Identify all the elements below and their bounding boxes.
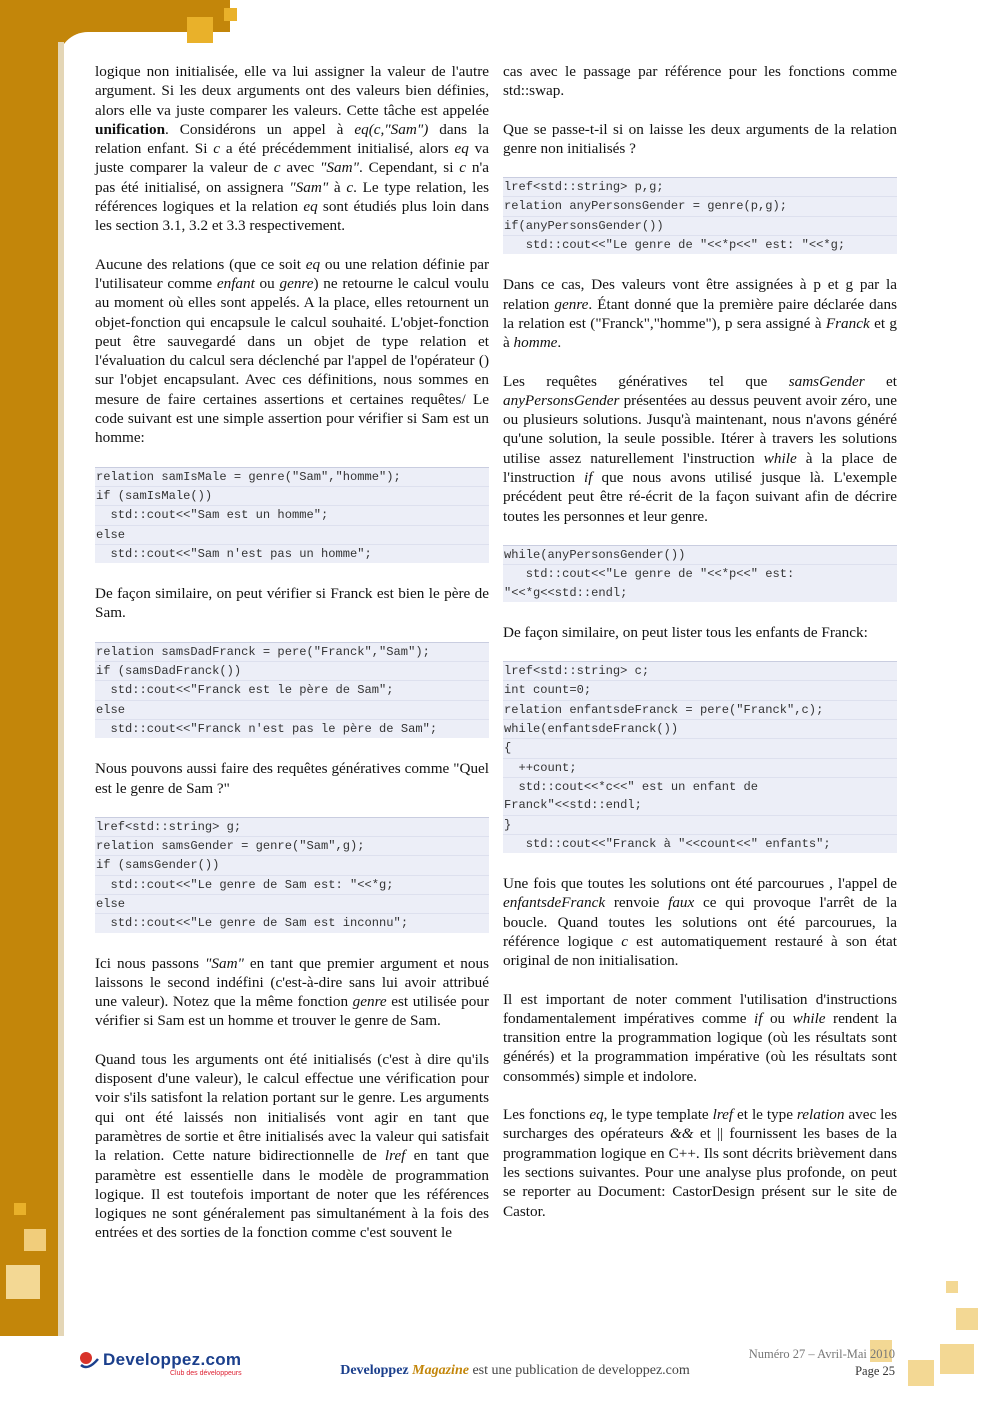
decor-square xyxy=(14,1203,26,1215)
code-line: relation samsDadFranck = pere("Franck","Sam"); xyxy=(95,643,489,662)
code-line: if (samsDadFranck()) xyxy=(95,662,489,681)
text-run: Nous pouvons aussi faire des requêtes génératives comme "Quel est le genre de Sam ?" xyxy=(95,760,489,797)
text-run: Il est important de noter comment l'utilisation d'instructions fondamentalement impératives comme xyxy=(503,990,897,1027)
text-run: rendent la transition entre la programmation logique (où les résultats sont générés) et la programmation impérative (où les résultats sont consommés) simple et indolore. xyxy=(503,1009,897,1085)
italic-text: while xyxy=(792,1009,826,1027)
italic-text: c xyxy=(213,140,221,158)
code-line: else xyxy=(95,701,489,720)
italic-text: homme xyxy=(513,334,558,352)
text-run: . Étant donné que la première paire déclarée dans la relation est ("Franck","homme"), p sera assigné à xyxy=(503,295,897,332)
text-run: va juste comparer la valeur de xyxy=(95,140,489,177)
text-run: . xyxy=(557,334,562,352)
paragraph xyxy=(503,990,897,1086)
text-run: , le type template xyxy=(603,1106,713,1124)
text-run: a été précédemment initialisé, alors xyxy=(220,140,455,158)
left-sidebar-band xyxy=(0,0,58,1336)
italic-text: eq(c,"Sam") xyxy=(354,120,429,138)
text-run: sont étudiés plus loin dans les section 3.1, 3.2 et 3.3 respectivement. xyxy=(95,198,489,235)
italic-text: && xyxy=(669,1125,694,1143)
developpez-logo-text[interactable]: Developpez.com xyxy=(103,1350,242,1369)
text-run: n'a pas été initialisé, on assignera xyxy=(95,159,490,196)
text-run: ou xyxy=(254,274,280,292)
code-line: std::cout<<"Le genre de "<<*p<<" est: "<<*g; xyxy=(504,238,846,253)
code-line: std::cout<<"Le genre de Sam est: "<<*g; xyxy=(95,876,489,895)
text-run: logique non initialisée, elle va lui assigner la valeur de l'autre argument. Si les deux arguments ont des valeurs bien définies, alors elle va juste comparer les valeurs. Cette tâche est appelée xyxy=(95,63,489,119)
code-line: relation samsGender = genre("Sam",g); xyxy=(95,837,489,856)
code-line: while(enfantsdeFranck()) xyxy=(503,720,897,739)
left-sidebar-shadow xyxy=(58,42,64,1336)
code-line: lref<std::string> c; xyxy=(503,662,897,681)
text-run: à la place de l'instruction xyxy=(503,449,897,487)
paragraph xyxy=(503,623,897,642)
magazine-name: Magazine xyxy=(412,1363,469,1378)
text-run: Dans ce cas, Des valeurs vont être assignées à p et g par la relation xyxy=(503,276,897,313)
text-run: présentées au dessus peuvent avoir zéro, une ou plusieurs solutions. Jusqu'à maintenant, nous n'avons généré qu'une solution, la seule possible. Itérer à travers les solutions utilise assez naturellement l'instruction xyxy=(503,391,897,467)
right-column xyxy=(503,62,897,1240)
text-run: Les fonctions xyxy=(503,1106,590,1124)
code-block xyxy=(503,661,897,853)
code-line: relation anyPersonsGender = genre(p,g); xyxy=(503,197,897,216)
paragraph xyxy=(95,584,489,623)
code-line: if(anyPersonsGender()) xyxy=(503,217,897,236)
italic-text: enfant xyxy=(216,274,255,292)
text-run: et g à xyxy=(503,314,897,352)
italic-text: while xyxy=(763,449,797,467)
italic-text: "Sam" xyxy=(320,159,359,177)
text-run: à xyxy=(328,178,347,196)
code-line: lref<std::string> p,g; xyxy=(503,178,897,197)
text-run: avec les surcharges des opérateurs xyxy=(503,1106,898,1143)
decor-square xyxy=(956,1308,978,1330)
paragraph xyxy=(503,120,897,159)
code-line: relation samIsMale = genre("Sam","homme"); xyxy=(95,468,489,487)
code-line: if (samIsMale()) xyxy=(95,487,489,506)
text-run: avec xyxy=(280,159,321,177)
code-line: ++count; xyxy=(503,759,897,778)
italic-text: eq xyxy=(454,140,469,158)
text-run: et le type xyxy=(733,1106,797,1124)
code-line: while(anyPersonsGender()) xyxy=(503,546,897,565)
decor-square xyxy=(6,1265,40,1299)
code-block xyxy=(503,177,897,254)
italic-text: c xyxy=(621,932,629,950)
publication-text: est une publication de developpez.com xyxy=(468,1363,690,1378)
bold-text: unification xyxy=(95,120,166,138)
text-run: est automatiquement restauré à son état original de non initialisation. xyxy=(503,932,897,970)
italic-text: c xyxy=(273,159,281,177)
italic-text: "Sam" xyxy=(205,954,244,972)
text-run: renvoie xyxy=(605,894,669,912)
decor-square xyxy=(24,1229,46,1251)
brand-name: Developpez xyxy=(340,1363,409,1378)
text-run: . Cependant, si xyxy=(358,159,460,177)
text-run: Une fois que toutes les solutions ont été parcourues , l'appel de xyxy=(503,875,897,893)
code-line: lref<std::string> g; xyxy=(95,818,489,837)
italic-text: "Sam" xyxy=(289,178,329,196)
code-line: { xyxy=(503,739,897,758)
text-run: ce qui provoque l'arrêt de la boucle. Quand toutes les solutions ont été parcourues, la référence logique xyxy=(503,894,897,950)
code-line: } xyxy=(503,816,897,835)
text-run: Que se passe-t-il si on laisse les deux arguments de la relation genre non initialisés ? xyxy=(503,120,897,157)
left-column xyxy=(95,62,489,1262)
code-line: std::cout<<"Sam n'est pas un homme"; xyxy=(96,546,372,561)
text-run: et xyxy=(864,372,897,390)
paragraph xyxy=(503,1105,897,1221)
text-run: en tant que paramètre est essentielle dans le modèle de programmation logique. Il est toutefois important de noter que les références logiques ne sont généralement pas simultanément à la fois des entrées et des sorties de la fonction comme c'est souvent le xyxy=(95,1147,489,1242)
decor-square xyxy=(946,1281,958,1293)
paragraph xyxy=(95,759,489,798)
italic-text: genre xyxy=(554,295,589,313)
paragraph xyxy=(95,1050,489,1243)
issue-number: Numéro 27 – Avril-Mai 2010 xyxy=(748,1347,895,1361)
italic-text: relation xyxy=(796,1106,845,1124)
code-line: else xyxy=(95,526,489,545)
text-run: cas avec le passage par référence pour les fonctions comme std::swap. xyxy=(503,63,897,100)
text-run: que nous avons utilisé jusque là. L'exemple précédent peut être ré-écrit de la façon suivant afin de décrire toutes les personnes et leur genre. xyxy=(503,469,898,525)
text-run: . Considérons un appel à xyxy=(165,120,355,138)
text-run: De façon similaire, on peut lister tous les enfants de Franck: xyxy=(503,623,868,641)
text-run: en tant que premier argument et nous laissons le second indéfini (c'est-à-dire sans lui avoir attribué une valeur). Notez que la même fonction xyxy=(95,954,489,1011)
code-block xyxy=(95,467,489,563)
decor-square xyxy=(224,8,237,21)
italic-text: lref xyxy=(712,1106,734,1124)
code-line: std::cout<<"Franck à "<<count<<" enfants"; xyxy=(504,836,831,851)
text-run: De façon similaire, on peut vérifier si Franck est bien le père de Sam. xyxy=(95,585,489,622)
code-block xyxy=(95,817,489,933)
italic-text: eq xyxy=(589,1106,604,1124)
text-run: ou une relation définie par l'utilisateur comme xyxy=(95,255,490,292)
paragraph xyxy=(503,275,897,352)
italic-text: c xyxy=(346,178,354,196)
code-line: std::cout<<*c<<" est un enfant de Franck"<<std::endl; xyxy=(503,778,897,816)
page-number: Page 25 xyxy=(855,1364,895,1378)
code-line: std::cout<<"Franck n'est pas le père de Sam"; xyxy=(96,721,438,736)
paragraph xyxy=(503,874,897,970)
italic-text: genre xyxy=(352,993,387,1011)
italic-text: samsGender xyxy=(788,372,865,390)
italic-text: anyPersonsGender xyxy=(503,391,620,409)
paragraph xyxy=(95,62,489,236)
italic-text: if xyxy=(754,1009,763,1027)
paragraph xyxy=(95,255,489,448)
italic-text: eq xyxy=(305,255,321,273)
publication-line xyxy=(0,1363,992,1379)
text-run: ) ne retourne le calcul voulu au moment où elles sont appelés. A la place, elles retournent un objet-fonction qui encapsule le calcul souhaité. L'objet-fonction peut être sauvegardé dans un objet de type relation et l'évaluation du calcul sera déclenché par l'appel de l'opérateur () sur l'objet encapsulant. Avec ces définitions, nous sommes en mesure de faire certaines assertions et certaines requêtes/ Le code suivant est une simple assertion pour vérifier si Sam est un homme: xyxy=(95,274,489,447)
italic-text: enfantsdeFranck xyxy=(503,894,606,912)
text-run: dans la relation enfant. Si xyxy=(95,120,489,158)
text-run: Quand tous les arguments ont été initialisés (c'est à dire qu'ils disposent d'une valeur), le calcul effectue une vérification pour voir s'ils satisfont la relation portant sur le genre. Les arguments qui ont été laissés non initialisés vont agir en tant que paramètres de sortie et être initialisés avec la valeur qui satisfait la relation. Cette nature bidirectionnelle de xyxy=(95,1050,489,1165)
code-block xyxy=(503,545,897,602)
text-run: Les requêtes génératives tel que xyxy=(503,372,789,390)
text-run: est utilisée pour vérifier si Sam est un homme et trouver le genre de Sam. xyxy=(95,993,489,1030)
code-block xyxy=(95,642,489,738)
paragraph xyxy=(503,62,897,101)
code-line: std::cout<<"Le genre de "<<*p<<" est: "<<*g<<std::endl; xyxy=(504,567,795,600)
code-line: std::cout<<"Le genre de Sam est inconnu"; xyxy=(96,916,409,931)
decor-square xyxy=(187,17,213,43)
code-line: relation enfantsdeFranck = pere("Franck",c); xyxy=(503,701,897,720)
italic-text: Franck xyxy=(825,314,870,332)
text-run: Ici nous passons xyxy=(95,954,205,972)
code-line: std::cout<<"Franck est le père de Sam"; xyxy=(95,681,489,700)
italic-text: c xyxy=(459,159,467,177)
italic-text: eq xyxy=(303,198,318,216)
developpez-logo-tagline: Club des développeurs xyxy=(170,1370,242,1377)
text-run: Aucune des relations (que ce soit xyxy=(95,255,306,273)
code-line: else xyxy=(95,895,489,914)
text-run: et || fournissent les bases de la programmation logique en C++. Ils sont décrits brièvement dans les sections suivantes. Pour une analyse plus profonde, on peut se reporter au Document: CastorDesign présent sur le site de Castor. xyxy=(503,1125,897,1220)
paragraph xyxy=(95,954,489,1031)
italic-text: genre xyxy=(279,274,314,292)
code-line: std::cout<<"Sam est un homme"; xyxy=(95,506,489,525)
paragraph xyxy=(503,372,897,526)
text-run: . Le type relation, les références logiques et la relation xyxy=(95,178,489,216)
italic-text: lref xyxy=(384,1147,406,1165)
code-line: int count=0; xyxy=(503,681,897,700)
text-run: ou xyxy=(762,1009,793,1027)
italic-text: faux xyxy=(668,894,695,912)
code-line: if (samsGender()) xyxy=(95,856,489,875)
italic-text: if xyxy=(584,469,593,487)
